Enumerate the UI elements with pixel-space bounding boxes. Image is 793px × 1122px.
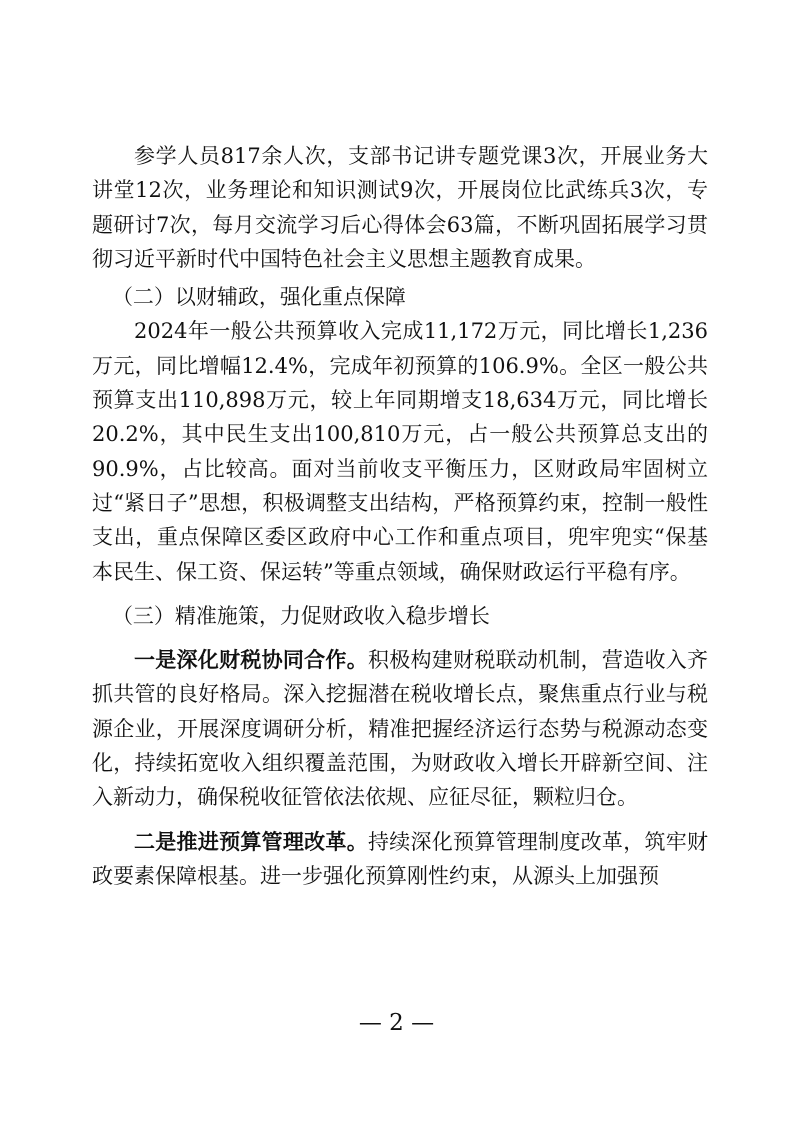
page-number: — 2 — <box>358 1010 435 1036</box>
lead-phrase: 二是推进预算管理改革。 <box>134 828 368 854</box>
lead-paragraph-2 <box>92 825 708 894</box>
document-body <box>92 139 708 893</box>
section-heading-3: （三）精准施策，力促财政收入稳步增长 <box>111 603 490 628</box>
lead-paragraph-text: 持续深化预算管理制度改革，筑牢财政要素保障根基。进一步强化预算刚性约束，从源头上加强预 <box>92 829 709 888</box>
body-paragraph-2: 2024年一般公共预算收入完成11,172万元，同比增长1,236万元，同比增幅12.4%，完成年初预算的106.9%。全区一般公共预算支出110,898万元，较上年同期增支18,634万元，同比增长20.2%，其中民生支出100,810万元，占一般公共预算总支出的90.9%，占比较高。面对当前收支平衡压力，区财政局牢固树立过“紧日子”思想，积极调整支出结构，严格预算约束，控制一般性支出，重点保障区委区政府中心工作和重点项目，兜牢兜实“保基本民生、保工资、保运转”等重点领域，确保财政运行平稳有序。 <box>92 319 708 584</box>
section-heading-2: （二）以财辅政，强化重点保障 <box>111 285 406 310</box>
lead-paragraph-text: 积极构建财税联动机制，营造收入齐抓共管的良好格局。深入挖掘潜在税收增长点，聚焦重点行业与税源企业，开展深度调研分析，精准把握经济运行态势与税源动态变化，持续拓宽收入组织覆盖范围，为财政收入增长开辟新空间、注入新动力，确保税收征管依法依规、应征尽征，颗粒归仓。 <box>92 648 709 810</box>
lead-paragraph-1 <box>92 643 708 814</box>
lead-phrase: 一是深化财税协同合作。 <box>134 647 368 673</box>
body-paragraph-1: 参学人员817余人次，支部书记讲专题党课3次，开展业务大讲堂12次，业务理论和知识测试9次，开展岗位比武练兵3次，专题研讨7次，每月交流学习后心得体会63篇，不断巩固拓展学习贯彻习近平新时代中国特色社会主义思想主题教育成果。 <box>92 144 708 271</box>
